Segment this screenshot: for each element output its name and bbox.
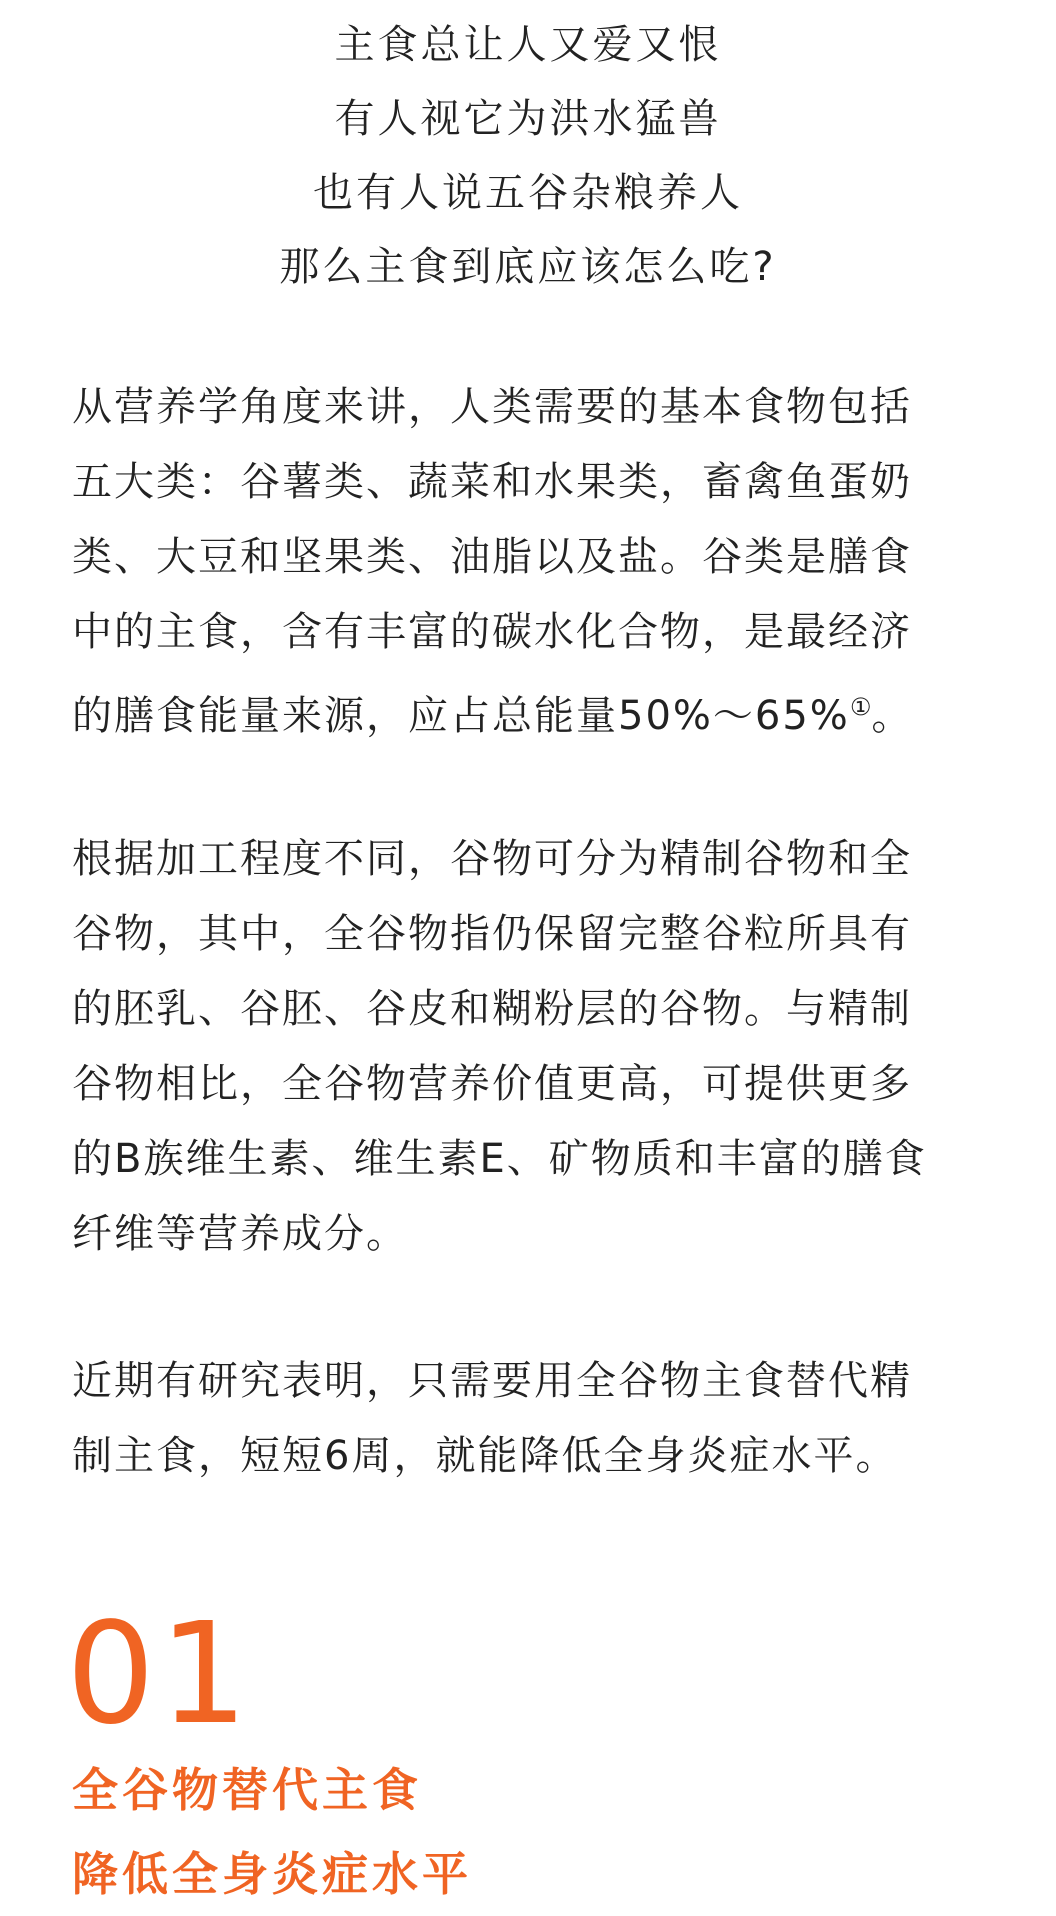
paragraph-study: [72, 1344, 992, 1494]
paragraph-line: 谷物，其中，全谷物指仍保留完整谷粒所具有: [72, 911, 912, 957]
section-title-line: 降低全身炎症水平: [72, 1847, 472, 1901]
paragraph-line: 的胚乳、谷胚、谷皮和糊粉层的谷物。与精制: [72, 986, 912, 1032]
section-title-line: 全谷物替代主食: [72, 1763, 422, 1817]
intro-line: 主食总让人又爱又恨: [334, 22, 722, 68]
section-number: 01: [66, 1593, 253, 1756]
intro-poem: [0, 8, 1056, 304]
paragraph-whole-grains: [72, 822, 992, 1272]
paragraph-line: [72, 670, 992, 745]
paragraph-line: 谷物相比，全谷物营养价值更高，可提供更多: [72, 1061, 912, 1107]
paragraph-line: 从营养学角度来讲，人类需要的基本食物包括: [72, 384, 912, 430]
paragraph-food-groups: [72, 370, 992, 745]
paragraph-line: 制主食，短短6周，就能降低全身炎症水平。: [72, 1433, 898, 1479]
paragraph-line: 的B族维生素、维生素E、矿物质和丰富的膳食: [72, 1136, 927, 1182]
section-title: [72, 1748, 472, 1916]
paragraph-line: 中的主食，含有丰富的碳水化合物，是最经济: [72, 609, 912, 655]
intro-line: 也有人说五谷杂粮养人: [313, 170, 743, 216]
footnote-marker: ①: [849, 693, 872, 721]
paragraph-line: 根据加工程度不同，谷物可分为精制谷物和全: [72, 836, 912, 882]
sentence-end: 。: [871, 693, 914, 739]
paragraph-line: 纤维等营养成分。: [72, 1211, 408, 1257]
paragraph-line: 类、大豆和坚果类、油脂以及盐。谷类是膳食: [72, 534, 912, 580]
paragraph-line: 五大类：谷薯类、蔬菜和水果类，畜禽鱼蛋奶: [72, 459, 912, 505]
paragraph-line: 近期有研究表明，只需要用全谷物主食替代精: [72, 1358, 912, 1404]
intro-line: 那么主食到底应该怎么吃?: [279, 244, 777, 290]
paragraph-text: 的膳食能量来源，应占总能量50%～65%: [72, 693, 850, 739]
intro-line: 有人视它为洪水猛兽: [334, 96, 722, 142]
